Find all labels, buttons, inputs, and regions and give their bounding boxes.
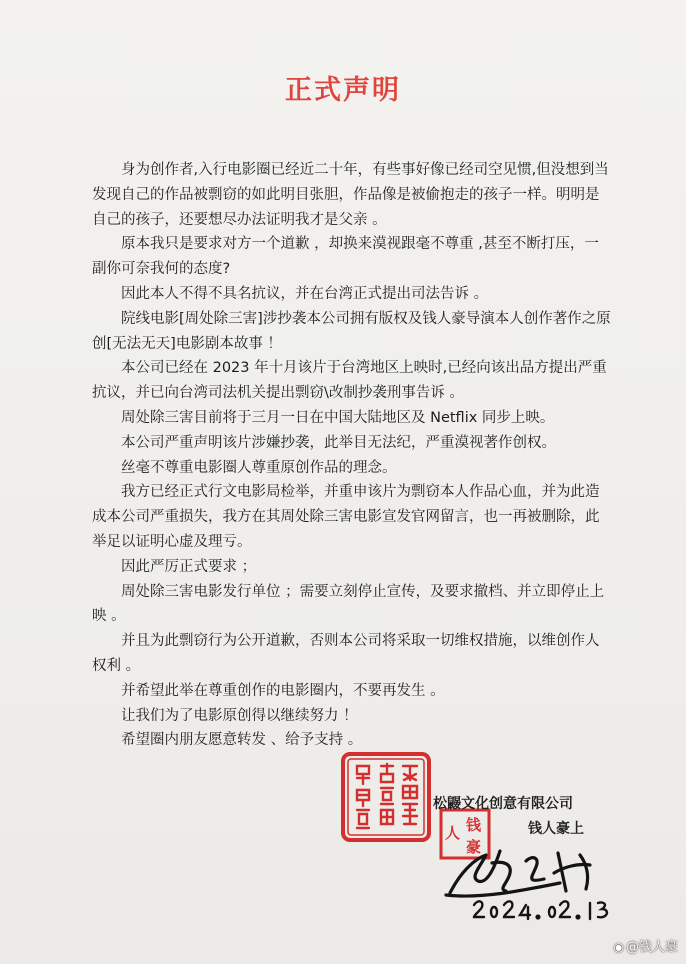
paragraph: 周处除三害电影发行单位 ；需要立刻停止宣传，及要求撤档、并立即停止上映 。	[92, 583, 605, 625]
paragraph: 让我们为了电影原创得以继续努力 ！	[121, 707, 358, 724]
company-seal	[341, 752, 431, 842]
handwritten-signature	[440, 833, 650, 923]
document-title: 正式声明	[285, 75, 401, 106]
paragraph: 丝毫不尊重电影圈人尊重原创作品的理念。	[121, 459, 397, 476]
paragraph: 并且为此剽窃行为公开道歉，否则本公司将采取一切维权措施，以维创作人权利 。	[92, 633, 600, 674]
svg-text:豪: 豪	[466, 838, 482, 856]
company-name: 松鼹文化创意有限公司	[433, 796, 573, 812]
letter-body	[92, 158, 612, 753]
signatory-name: 钱人豪上	[528, 821, 584, 837]
paragraph: 本公司已经在 2023 年十月该片于台湾地区上映时,已经向该出品方提出严重抗议，并已向台湾司法机关提出剽窃\改制抄袭刑事告诉 。	[92, 360, 607, 402]
watermark-text: @钱人豪	[625, 940, 678, 955]
svg-text:钱: 钱	[466, 816, 482, 834]
paragraph: 因此严厉正式要求 ；	[121, 558, 257, 575]
paragraph: 并希望此举在尊重创作的电影圈内，不要再发生 。	[121, 682, 445, 699]
paragraph: 原本我只是要求对方一个道歉 ，却换来漠视跟毫不尊重 ,甚至不断打压，一副你可奈我何的态度?	[92, 236, 599, 278]
paragraph: 身为创作者,入行电影圈已经近二十年，有些事好像已经司空见惯,但没想到当发现自己的作品被剽窃的如此明目张胆，作品像是被偷抱走的孩子一样。明明是自己的孩子，还要想尽办法证明我才是父亲 。	[92, 162, 609, 228]
paragraph: 因此本人不得不具名抗议，并在台湾正式提出司法告诉 。	[121, 285, 489, 302]
paragraph: 本公司严重声明该片涉嫌抄袭，此举目无法纪，严重漠视著作创权。	[121, 434, 556, 451]
weibo-watermark	[614, 936, 679, 955]
paragraph: 希望圈内朋友愿意转发 、给予支持 。	[121, 732, 363, 749]
paragraph: 院线电影[周处除三害]涉抄袭本公司拥有版权及钱人豪导演本人创作著作之原创[无法无天]电影剧本故事 ！	[92, 310, 611, 352]
weibo-icon: ◉	[613, 940, 624, 954]
paragraph: 周处除三害目前将于三月一日在中国大陆地区及 Netflix 同步上映。	[121, 409, 555, 426]
svg-text:人: 人	[445, 824, 461, 842]
paragraph: 我方已经正式行文电影局检举，并重申该片为剽窃本人作品心血，并为此造成本公司严重损失，我方在其周处除三害电影宣发官网留言，也一再被删除，此举足以证明心虚及理亏。	[92, 484, 600, 550]
